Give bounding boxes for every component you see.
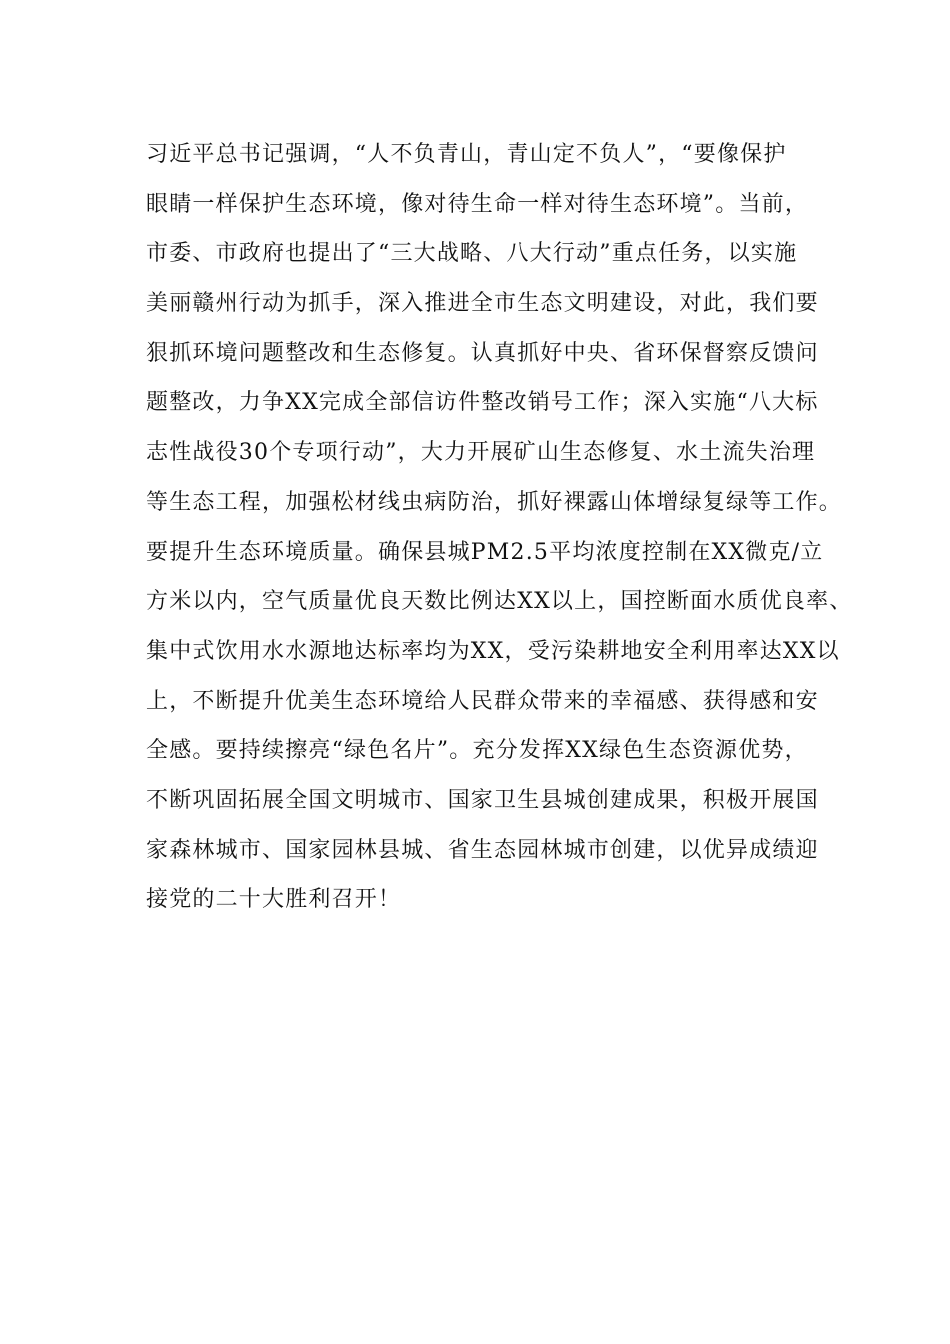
text-line: 接党的二十大胜利召开！ — [146, 887, 402, 913]
text-line: 眼睛一样保护生态环境，像对待生命一样对待生态环境”。当前， — [146, 191, 809, 217]
text-line: 上，不断提升优美生态环境给人民群众带来的幸福感、获得感和安 — [146, 688, 819, 714]
text-line: 家森林城市、国家园林县城、省生态园林城市创建，以优异成绩迎 — [146, 837, 819, 863]
text-line: 狠抓环境问题整改和生态修复。认真抓好中央、省环保督察反馈问 — [146, 340, 819, 366]
text-line: 不断巩固拓展全国文明城市、国家卫生县城创建成果，积极开展国 — [146, 787, 819, 813]
text-line: 习近平总书记强调，“人不负青山，青山定不负人”，“要像保护 — [146, 142, 787, 167]
text-line: 志性战役30个专项行动”，大力开展矿山生态修复、水土流失治理 — [146, 440, 816, 466]
text-line: 市委、市政府也提出了“三大战略、八大行动”重点任务，以实施 — [146, 241, 798, 267]
text-line: 方米以内，空气质量优良天数比例达XX以上，国控断面水质优良率、 — [146, 589, 853, 615]
text-line: 集中式饮用水水源地达标率均为XX，受污染耕地安全利用率达XX以 — [146, 638, 840, 664]
text-line: 要提升生态环境质量。确保县城PM2.5平均浓度控制在XX微克/立 — [146, 539, 824, 565]
text-line: 美丽赣州行动为抓手，深入推进全市生态文明建设，对此，我们要 — [146, 291, 819, 317]
text-line: 全感。要持续擦亮“绿色名片”。充分发挥XX绿色生态资源优势， — [146, 738, 808, 764]
body-paragraph — [146, 130, 853, 925]
text-line: 题整改，力争XX完成全部信访件整改销号工作；深入实施“八大标 — [146, 390, 819, 416]
text-line: 等生态工程，加强松材线虫病防治，抓好裸露山体增绿复绿等工作。 — [146, 489, 843, 515]
